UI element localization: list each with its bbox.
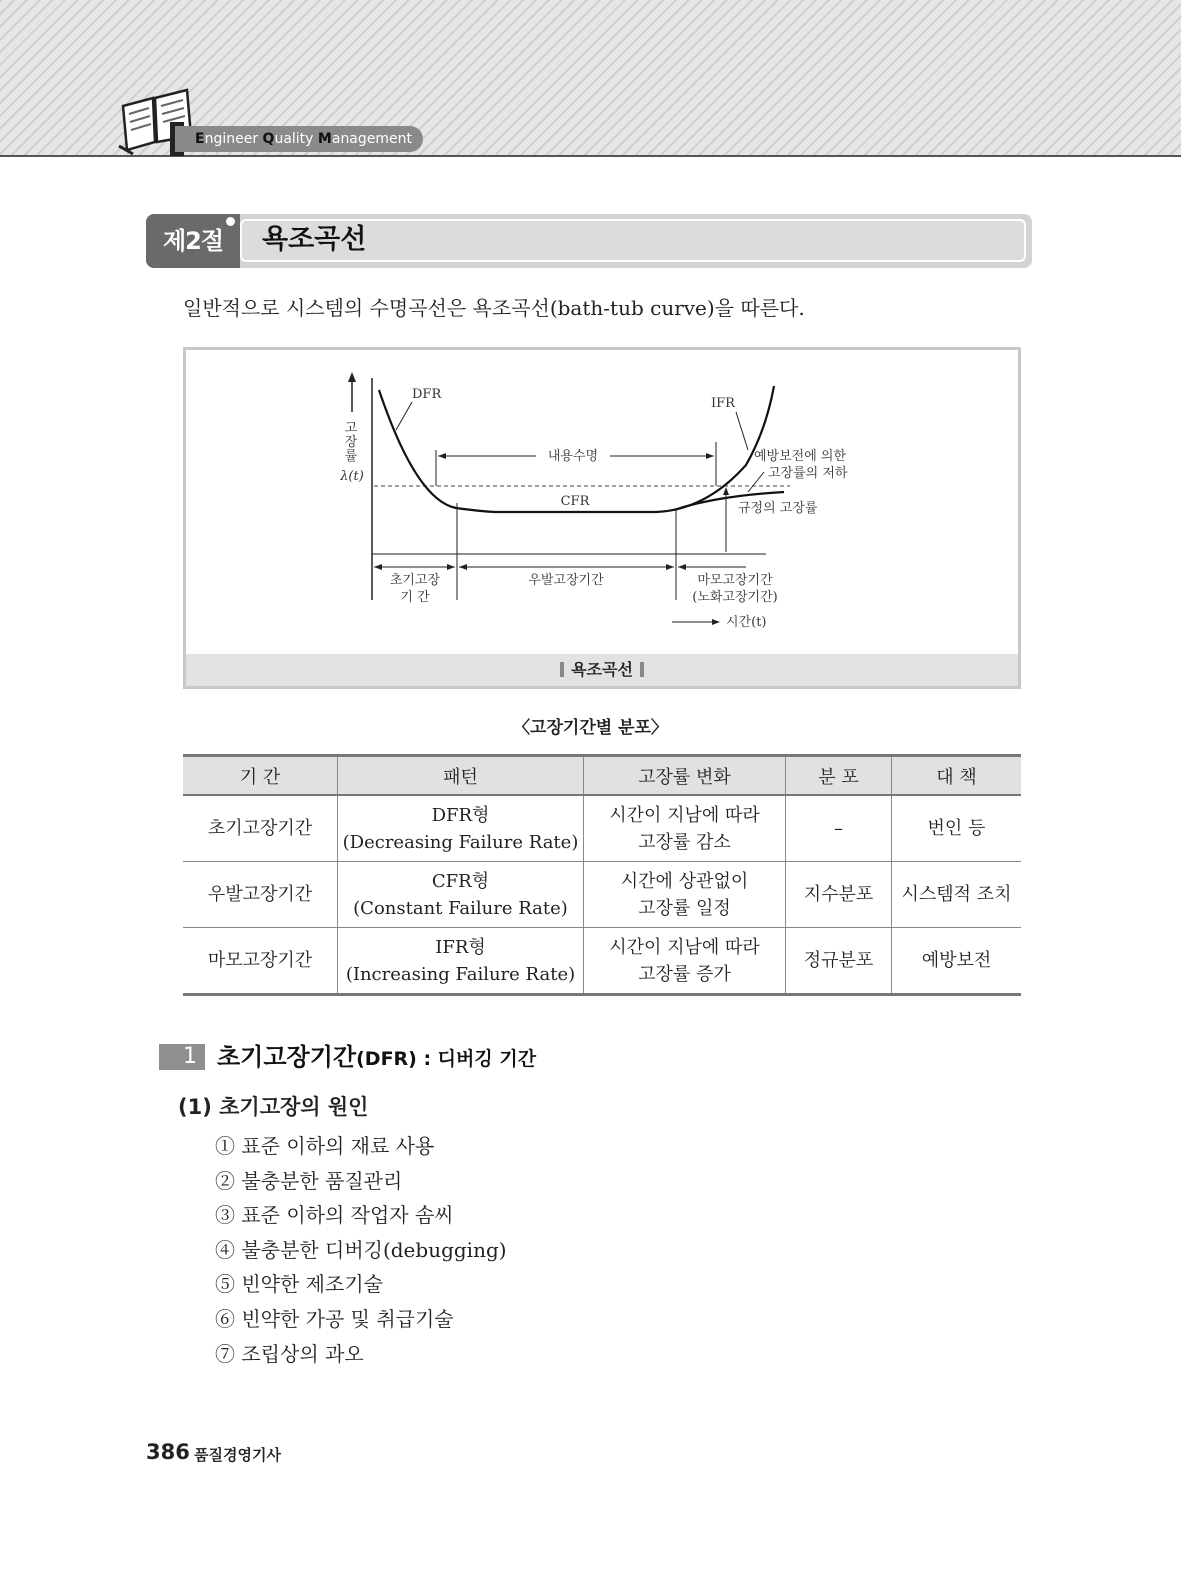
section-label: 제2절 bbox=[146, 214, 240, 268]
table-row bbox=[183, 795, 1021, 862]
early-label-1: 초기고장 bbox=[389, 573, 441, 588]
bathtub-curve-diagram bbox=[186, 350, 1018, 654]
cell-dist: – bbox=[786, 795, 892, 862]
causes-list bbox=[215, 1129, 507, 1371]
pm-label-2: 고장률의 저하 bbox=[768, 466, 848, 481]
th-pattern: 패턴 bbox=[338, 756, 584, 796]
failure-period-table bbox=[183, 754, 1021, 996]
list-item: ⑥ 빈약한 가공 및 취급기술 bbox=[215, 1306, 454, 1331]
y-label-2: 장 bbox=[344, 435, 358, 450]
y-arrowhead bbox=[348, 372, 356, 382]
useful-life-label: 내용수명 bbox=[547, 449, 599, 464]
cell-action: 시스템적 조치 bbox=[892, 862, 1022, 928]
cell-action: 번인 등 bbox=[892, 795, 1022, 862]
wear-label-2: (노화고장기간) bbox=[692, 590, 778, 605]
list-item: ③ 표준 이하의 작업자 솜씨 bbox=[215, 1203, 454, 1228]
table-header-row bbox=[183, 756, 1021, 796]
list-item: ⑤ 빈약한 제조기술 bbox=[215, 1272, 383, 1297]
random-label: 우발고장기간 bbox=[528, 573, 604, 588]
y-label-3: 률 bbox=[344, 449, 358, 464]
ifr-label: IFR bbox=[711, 396, 735, 411]
ifr-leader bbox=[736, 412, 748, 450]
figure-caption: 욕조곡선 bbox=[186, 654, 1018, 686]
th-dist: 분 포 bbox=[786, 756, 892, 796]
cell-dist: 지수분포 bbox=[786, 862, 892, 928]
cfr-label: CFR bbox=[560, 494, 590, 509]
y-label-1: 고 bbox=[344, 421, 358, 436]
pm-label-1: 예방보전에 의한 bbox=[754, 449, 847, 464]
wear-label-1: 마모고장기간 bbox=[697, 573, 773, 588]
early-label-2: 기 간 bbox=[400, 590, 430, 605]
cell-pattern: IFR형 (Increasing Failure Rate) bbox=[338, 928, 584, 995]
list-item: ⑦ 조립상의 과오 bbox=[215, 1341, 364, 1366]
spec-rate-label: 규정의 고장률 bbox=[738, 501, 818, 516]
pm-leader bbox=[748, 472, 764, 492]
table-title: 〈고장기간별 분포〉 bbox=[513, 718, 668, 738]
subheading: (1) 초기고장의 원인 bbox=[178, 1095, 369, 1119]
cell-dist: 정규분포 bbox=[786, 928, 892, 995]
page-number: 386 bbox=[146, 1440, 190, 1464]
cell-period: 마모고장기간 bbox=[183, 928, 338, 995]
th-period: 기 간 bbox=[183, 756, 338, 796]
cell-change: 시간에 상관없이 고장률 일정 bbox=[584, 862, 786, 928]
cell-pattern: DFR형 (Decreasing Failure Rate) bbox=[338, 795, 584, 862]
th-action: 대 책 bbox=[892, 756, 1022, 796]
time-label: 시간(t) bbox=[726, 615, 767, 630]
list-item: ④ 불충분한 디버깅(debugging) bbox=[215, 1237, 507, 1262]
cell-pattern: CFR형 (Constant Failure Rate) bbox=[338, 862, 584, 928]
intro-text: 일반적으로 시스템의 수명곡선은 욕조곡선(bath-tub curve)을 따른다. bbox=[183, 296, 805, 320]
cell-change: 시간이 지남에 따라 고장률 증가 bbox=[584, 928, 786, 995]
dfr-label: DFR bbox=[412, 387, 442, 402]
cell-change: 시간이 지남에 따라 고장률 감소 bbox=[584, 795, 786, 862]
subsection-number: 1 bbox=[159, 1044, 205, 1070]
section-title: 욕조곡선 bbox=[262, 224, 367, 255]
subsection-title: 초기고장기간(DFR) : 디버깅 기간 bbox=[217, 1043, 537, 1071]
cell-period: 우발고장기간 bbox=[183, 862, 338, 928]
cell-action: 예방보전 bbox=[892, 928, 1022, 995]
list-item: ② 불충분한 품질관리 bbox=[215, 1168, 403, 1193]
y-label-4: λ(t) bbox=[340, 469, 364, 484]
book-title: 품질경영기사 bbox=[194, 1446, 281, 1464]
dfr-leader bbox=[396, 402, 412, 430]
th-change: 고장률 변화 bbox=[584, 756, 786, 796]
section-dot bbox=[226, 217, 235, 226]
table-row bbox=[183, 928, 1021, 995]
table-row bbox=[183, 862, 1021, 928]
list-item: ① 표준 이하의 재료 사용 bbox=[215, 1134, 435, 1158]
series-tagline: Engineer Quality Management bbox=[175, 126, 423, 152]
cell-period: 초기고장기간 bbox=[183, 795, 338, 862]
